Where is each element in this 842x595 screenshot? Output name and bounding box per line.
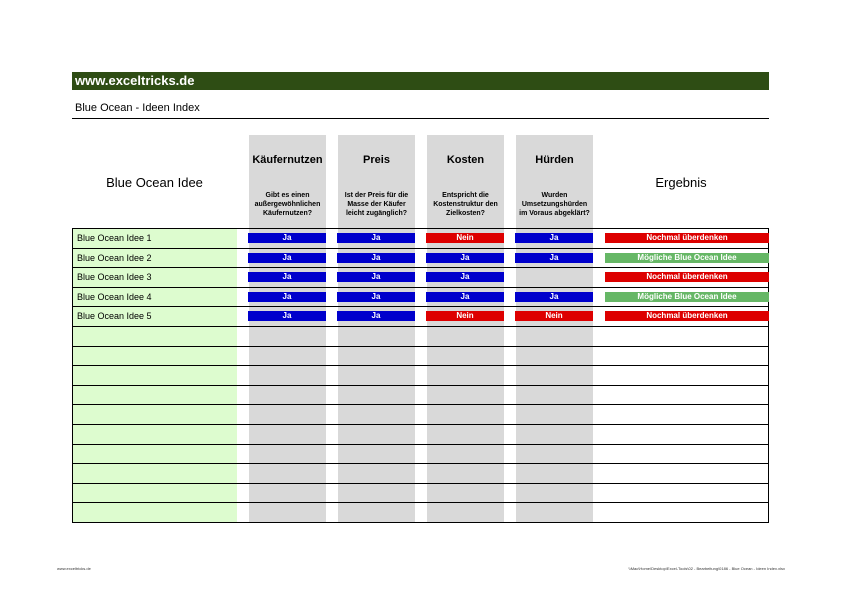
- criteria-question-line: Ist der Preis für die: [344, 192, 409, 199]
- answer-yes-badge: Ja: [426, 272, 504, 282]
- row-divider: [72, 365, 769, 366]
- criteria-question: [516, 191, 593, 218]
- criteria-question: [338, 191, 415, 218]
- answer-yes-badge: Ja: [248, 292, 326, 302]
- idea-name: Blue Ocean Idee 4: [77, 291, 152, 302]
- idea-column-header: Blue Ocean Idee: [106, 175, 203, 190]
- row-divider: [72, 287, 769, 288]
- result-badge: Mögliche Blue Ocean Idee: [605, 292, 769, 302]
- criteria-question-line: Käufernutzen?: [263, 210, 312, 217]
- row-divider: [72, 326, 769, 327]
- footer-path: \\Mac\Home\Desktop\Excel-Tools\02 - Bearbeitung\0186 - Blue Ocean - Ideen Index.xlsx: [628, 566, 785, 571]
- row-divider: [72, 444, 769, 445]
- answer-yes-badge: Ja: [248, 253, 326, 263]
- result-badge: Nochmal überdenken: [605, 233, 769, 243]
- answer-yes-badge: Ja: [337, 292, 415, 302]
- result-badge: Nochmal überdenken: [605, 311, 769, 321]
- criteria-question-line: Kostenstruktur den: [433, 201, 498, 208]
- row-divider: [72, 502, 769, 503]
- row-divider: [72, 483, 769, 484]
- criteria-question-line: außergewöhnlichen: [254, 201, 321, 208]
- idea-name: Blue Ocean Idee 5: [77, 311, 152, 322]
- idea-name: Blue Ocean Idee 1: [77, 233, 152, 243]
- row-divider: [72, 424, 769, 425]
- criteria-question-line: Zielkosten?: [446, 210, 485, 217]
- answer-yes-badge: Ja: [337, 233, 415, 243]
- row-divider: [72, 228, 769, 229]
- answer-yes-badge: Ja: [248, 311, 326, 321]
- result-column-header: Ergebnis: [655, 175, 707, 190]
- criteria-header: Kosten: [446, 154, 485, 166]
- sheet-title: Blue Ocean - Ideen Index: [75, 102, 200, 114]
- criteria-header: Preis: [363, 154, 390, 166]
- criteria-header: Hürden: [535, 154, 574, 166]
- answer-yes-badge: Ja: [426, 292, 504, 302]
- answer-yes-badge: Ja: [337, 311, 415, 321]
- answer-yes-badge: Ja: [337, 272, 415, 282]
- criteria-question: [427, 191, 504, 218]
- answer-no-badge: Nein: [515, 311, 593, 321]
- answer-yes-badge: Ja: [515, 233, 593, 243]
- answer-yes-badge: Ja: [248, 272, 326, 282]
- answer-yes-badge: Ja: [515, 253, 593, 263]
- criteria-question-line: Wurden: [541, 192, 568, 199]
- criteria-header: Käufernutzen: [252, 154, 323, 166]
- result-badge: Mögliche Blue Ocean Idee: [605, 253, 769, 263]
- row-divider: [72, 248, 769, 249]
- row-divider: [72, 346, 769, 347]
- answer-no-badge: Nein: [426, 233, 504, 243]
- row-divider: [72, 306, 769, 307]
- criteria-question-line: Masse der Käufer: [347, 201, 406, 208]
- answer-yes-badge: Ja: [337, 253, 415, 263]
- criteria-question-line: leicht zugänglich?: [345, 210, 408, 217]
- table-left-border: [72, 228, 73, 522]
- result-badge: Nochmal überdenken: [605, 272, 769, 282]
- criteria-question-line: im Voraus abgeklärt?: [519, 210, 590, 217]
- row-divider: [72, 522, 769, 523]
- answer-yes-badge: Ja: [426, 253, 504, 263]
- criteria-question-line: Entspricht die: [442, 192, 489, 199]
- answer-no-badge: Nein: [426, 311, 504, 321]
- row-divider: [72, 267, 769, 268]
- answer-yes-badge: Ja: [515, 292, 593, 302]
- criteria-question-line: Umsetzungshürden: [521, 201, 588, 208]
- row-divider: [72, 404, 769, 405]
- answer-yes-badge: Ja: [248, 233, 326, 243]
- title-divider: [72, 118, 769, 119]
- row-divider: [72, 463, 769, 464]
- idea-name: Blue Ocean Idee 2: [77, 252, 152, 263]
- criteria-question: [249, 191, 326, 218]
- site-banner: www.exceltricks.de: [72, 72, 769, 90]
- idea-name: Blue Ocean Idee 3: [77, 272, 152, 283]
- criteria-question-line: Gibt es einen: [265, 192, 310, 199]
- footer-left: www.exceltricks.de: [57, 566, 91, 571]
- row-divider: [72, 385, 769, 386]
